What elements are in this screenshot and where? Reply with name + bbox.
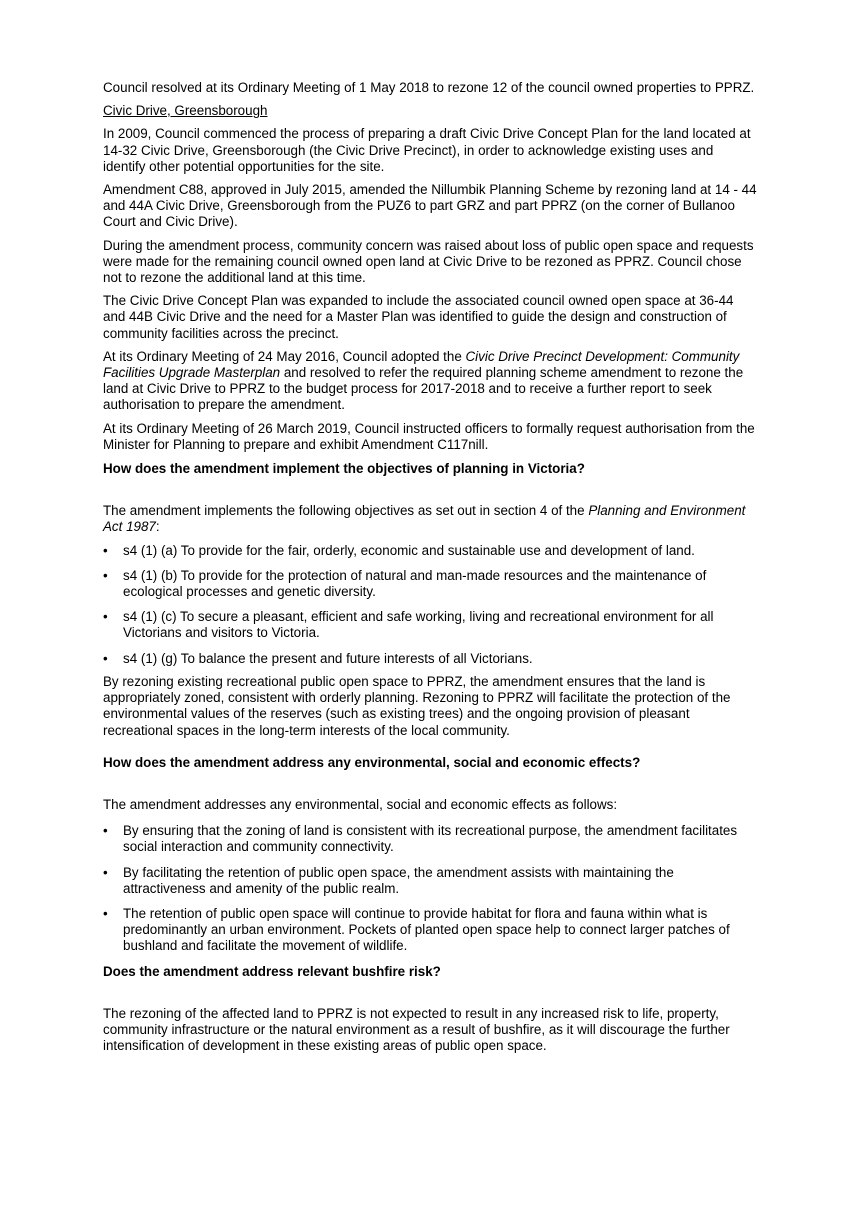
paragraph-2019-meeting: At its Ordinary Meeting of 26 March 2019, Council instructed officers to formally request authorisation from the Minister for Planning to prepare and exhibit Amendment C117nill. (103, 420, 755, 452)
paragraph-concept-plan: The Civic Drive Concept Plan was expanded to include the associated council owned open space at 36-44 and 44B Civic Drive and the need for a Master Plan was identified to guide the design and construction of community facilities across the precinct. (103, 293, 734, 341)
effects-list (103, 823, 758, 954)
text-run: The amendment implements the following objectives as set out in section 4 of the (103, 503, 589, 519)
text-run: At its Ordinary Meeting of 24 May 2016, Council adopted the (103, 348, 466, 364)
heading-bushfire: Does the amendment address relevant bushfire risk? (103, 963, 441, 979)
subheading-civic-drive: Civic Drive, Greensborough (103, 103, 268, 119)
paragraph-resolution: Council resolved at its Ordinary Meeting of 1 May 2018 to rezone 12 of the council owned properties to PPRZ. (103, 80, 755, 95)
paragraph-community-concern: During the amendment process, community concern was raised about loss of public open space and requests were made for the remaining council owned open land at Civic Drive to be rezoned as PPRZ. Council chose not to rezone the additional land at this time. (103, 237, 754, 286)
list-item: • By ensuring that the zoning of land is consistent with its recreational purpose, the amendment facilitates social interaction and community connectivity. (103, 823, 758, 855)
document-page (103, 80, 758, 1061)
text-run: and resolved to refer the required planning scheme amendment to rezone the land at Civic Drive to PPRZ to the budget process for 2017-2018 and to receive a further report to seek authorisation to prepare the amendment. (103, 365, 744, 413)
list-item: • s4 (1) (c) To secure a pleasant, efficient and safe working, living and recreational environment for all Victorians and visitors to Victoria. (103, 609, 758, 641)
list-item: • s4 (1) (g) To balance the present and future interests of all Victorians. (103, 651, 758, 667)
objectives-list (103, 543, 758, 667)
masterplan-title: Civic Drive Precinct Development: Community Facilities Upgrade Masterplan (103, 348, 740, 381)
paragraph-2009: In 2009, Council commenced the process of preparing a draft Civic Drive Concept Plan for the land located at 14-32 Civic Drive, Greensborough (the Civic Drive Precinct), in order to acknowledge existing uses and identify other potential opportunities for the site. (103, 126, 751, 174)
text-run: : (155, 519, 160, 535)
paragraph-2016-meeting (103, 349, 758, 414)
heading-effects: How does the amendment address any environmental, social and economic effects? (103, 754, 641, 770)
paragraph-c88: Amendment C88, approved in July 2015, amended the Nillumbik Planning Scheme by rezoning land at 14 - 44 and 44A Civic Drive, Greensborough from the PUZ6 to part GRZ and part PPRZ (on the corner of Bullanoo Court and Civic Drive). (103, 182, 757, 230)
heading-objectives: How does the amendment implement the objectives of planning in Victoria? (103, 461, 585, 477)
paragraph-effects-intro: The amendment addresses any environmental, social and economic effects as follows: (103, 796, 618, 812)
list-item: • The retention of public open space will continue to provide habitat for flora and fauna within what is predominantly an urban environment. Pockets of planted open space help to connect larger patches of bushland and facilitate the movement of wildlife. (103, 906, 758, 955)
paragraph-objectives-intro (103, 503, 758, 535)
paragraph-objectives-closing: By rezoning existing recreational public open space to PPRZ, the amendment ensures that the land is appropriately zoned, consistent with orderly planning. Rezoning to PPRZ will facilitate the protection of the environmental values of the reserves (such as existing trees) and the ongoing provision of pleasant recreational spaces in the long-term interests of the local community. (103, 673, 731, 738)
act-title: Planning and Environment Act 1987 (103, 503, 746, 535)
list-item: • s4 (1) (a) To provide for the fair, orderly, economic and sustainable use and development of land. (103, 543, 758, 559)
list-item: • s4 (1) (b) To provide for the protection of natural and man-made resources and the maintenance of ecological processes and genetic diversity. (103, 568, 758, 600)
list-item: • By facilitating the retention of public open space, the amendment assists with maintaining the attractiveness and amenity of the public realm. (103, 865, 758, 897)
paragraph-bushfire: The rezoning of the affected land to PPRZ is not expected to result in any increased risk to life, property, community infrastructure or the natural environment as a result of bushfire, as it will discourage the further intensification of development in these existing areas of public open space. (103, 1005, 730, 1054)
